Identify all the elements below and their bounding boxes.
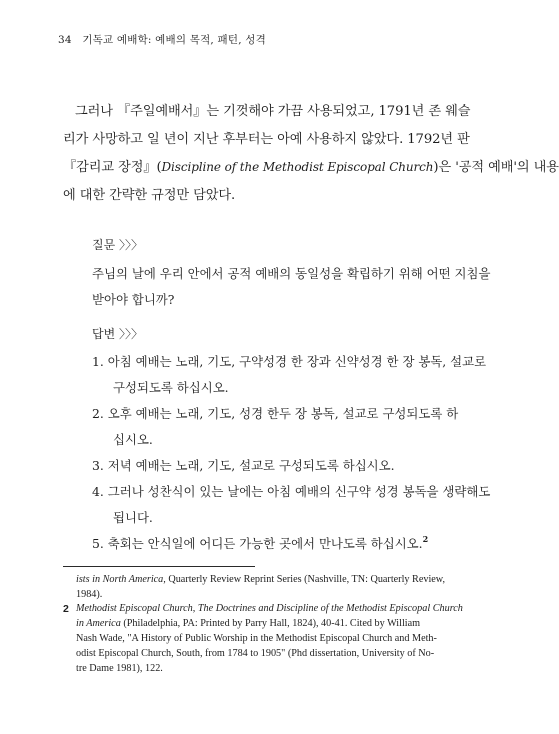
footnote-line: tre Dame 1981), 122. <box>76 663 163 674</box>
answer-item-continuation: 구성되도록 하십시오. <box>113 380 229 395</box>
footnote-italic: in America <box>76 618 121 629</box>
intro-line: 리가 사망하고 일 년이 지난 후부터는 아예 사용하지 않았다. 1792년 판 <box>63 132 470 147</box>
answer-item: 3. 저녁 예배는 노래, 기도, 설교로 구성되도록 하십시오. <box>92 458 395 473</box>
answer-label: 답변 〉〉〉 <box>92 327 143 341</box>
footnote-text: Quarterly Review Reprint Series (Nashville, TN: Quarterly Review, <box>165 574 446 585</box>
footnote-continuation <box>76 574 445 585</box>
answer-item: 4. 그러나 성찬식이 있는 날에는 아침 예배의 신구약 성경 봉독을 생략해도 <box>92 484 491 499</box>
book-title-korean: 『감리교 장정』( <box>63 160 162 175</box>
intro-line <box>63 156 559 175</box>
intro-line: 에 대한 간략한 규정만 담았다. <box>63 188 236 203</box>
answer-item: 2. 오후 예배는 노래, 기도, 성경 한두 장 봉독, 설교로 구성되도록 하 <box>92 406 459 421</box>
intro-line: 그러나 『주일예배서』는 기껏해야 가끔 사용되었고, 1791년 존 웨슬 <box>75 104 471 119</box>
running-header <box>58 32 266 47</box>
answer-item-continuation: 됩니다. <box>113 510 153 525</box>
footnote-continuation: 1984). <box>76 589 103 600</box>
running-title: 기독교 예배학: 예배의 목적, 패턴, 성격 <box>82 34 266 46</box>
answer-item-text: 5. 축회는 안식일에 어디든 가능한 곳에서 만나도록 하십시오. <box>92 536 423 551</box>
question-line: 받아야 합니까? <box>92 292 175 307</box>
question-label: 질문 〉〉〉 <box>92 238 143 252</box>
footnote-italic: ists in North America, <box>76 574 166 585</box>
footnote-reference: 2 <box>422 533 429 544</box>
page-number: 34 <box>58 34 72 46</box>
footnote-line: odist Episcopal Church, South, from 1784 to 1905" (Phd dissertation, University of No- <box>76 648 435 659</box>
footnote-line <box>76 618 420 629</box>
footnote-line: Methodist Episcopal Church, The Doctrines and Discipline of the Methodist Episcopal Church <box>76 603 463 614</box>
book-title-english: Discipline of the Methodist Episcopal Church <box>161 160 434 174</box>
answer-item-continuation: 십시오. <box>113 432 153 447</box>
footnote-number: 2 <box>63 603 69 615</box>
footnote-line: Nash Wade, "A History of Public Worship in the Methodist Episcopal Church and Meth- <box>76 633 437 644</box>
answer-item <box>92 534 428 552</box>
footnote-divider <box>63 566 255 567</box>
answer-item: 1. 아침 예배는 노래, 기도, 구약성경 한 장과 신약성경 한 장 봉독, 설교로 <box>92 354 487 369</box>
footnote-text: (Philadelphia, PA: Printed by Parry Hall, 1824), 40-41. Cited by William <box>120 618 421 629</box>
question-line: 주님의 날에 우리 안에서 공적 예배의 동일성을 확립하기 위해 어떤 지침을 <box>92 266 491 281</box>
intro-text: )은 '공적 예배'의 내용 <box>433 160 559 175</box>
